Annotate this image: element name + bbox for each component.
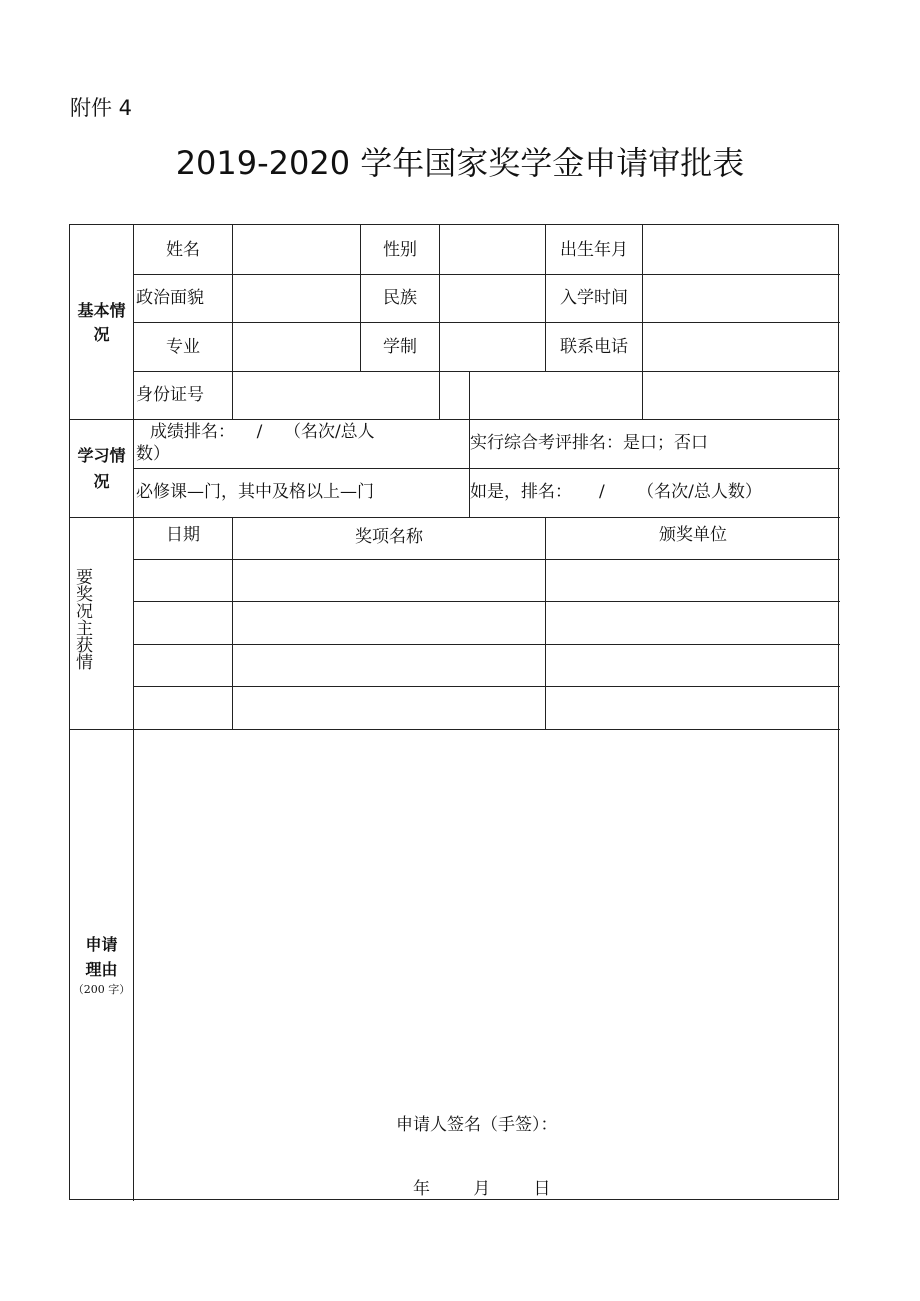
birth-label: 出生年月 (560, 240, 628, 260)
signature-date: 年 月 日 (413, 1179, 551, 1199)
row-line (134, 601, 840, 602)
row-line (134, 274, 840, 275)
name-label: 姓名 (166, 240, 200, 260)
awards-header-date: 日期 (166, 525, 200, 545)
col-line (439, 225, 440, 419)
reason-label-2: 理由 (85, 960, 118, 979)
required-courses: 必修课—门，其中及格以上—门 (136, 482, 374, 502)
page-title: 2019-2020 学年国家奖学金申请审批表 (175, 144, 745, 182)
enroll-label: 入学时间 (560, 288, 628, 308)
row-line (134, 371, 840, 372)
row-line (134, 322, 840, 323)
row-line (134, 686, 840, 687)
id-label: 身份证号 (136, 385, 204, 405)
col-line (545, 517, 546, 729)
phone-label: 联系电话 (560, 337, 628, 357)
row-line (134, 559, 840, 560)
application-form (69, 224, 839, 1200)
col-line (232, 517, 233, 729)
major-label: 专业 (166, 337, 200, 357)
ethnicity-label: 民族 (383, 288, 417, 308)
awards-header-name: 奖项名称 (355, 527, 423, 547)
reason-label-1: 申请 (85, 935, 118, 954)
awards-header-issuer: 颁奖单位 (659, 525, 727, 545)
row-line (134, 468, 840, 469)
gender-label: 性别 (383, 240, 417, 260)
comprehensive-rank: 实行综合考评排名：是口；否口 (470, 433, 708, 453)
awards-section-label: 要奖况主获情 (72, 568, 92, 670)
rank-line-2: 数） (136, 444, 170, 464)
duration-label: 学制 (383, 337, 417, 357)
section-line (70, 729, 840, 730)
basic-section-label: 基本情况 (77, 301, 126, 344)
section-line (70, 419, 840, 420)
label-column-line (133, 225, 134, 1201)
row-line (134, 644, 840, 645)
section-line (70, 517, 840, 518)
attachment-label: 附件 4 (70, 96, 133, 120)
study-section-label: 学习情况 (77, 446, 126, 491)
col-line (232, 225, 233, 419)
word-limit: （200 字） (72, 983, 131, 996)
col-line (642, 225, 643, 419)
rank-line: 成绩排名： / （名次/总人 (150, 422, 375, 442)
if-yes-rank: 如是，排名： / （名次/总人数） (470, 482, 762, 502)
political-label: 政治面貌 (136, 288, 204, 308)
signature-label: 申请人签名（手签）： (396, 1115, 558, 1135)
